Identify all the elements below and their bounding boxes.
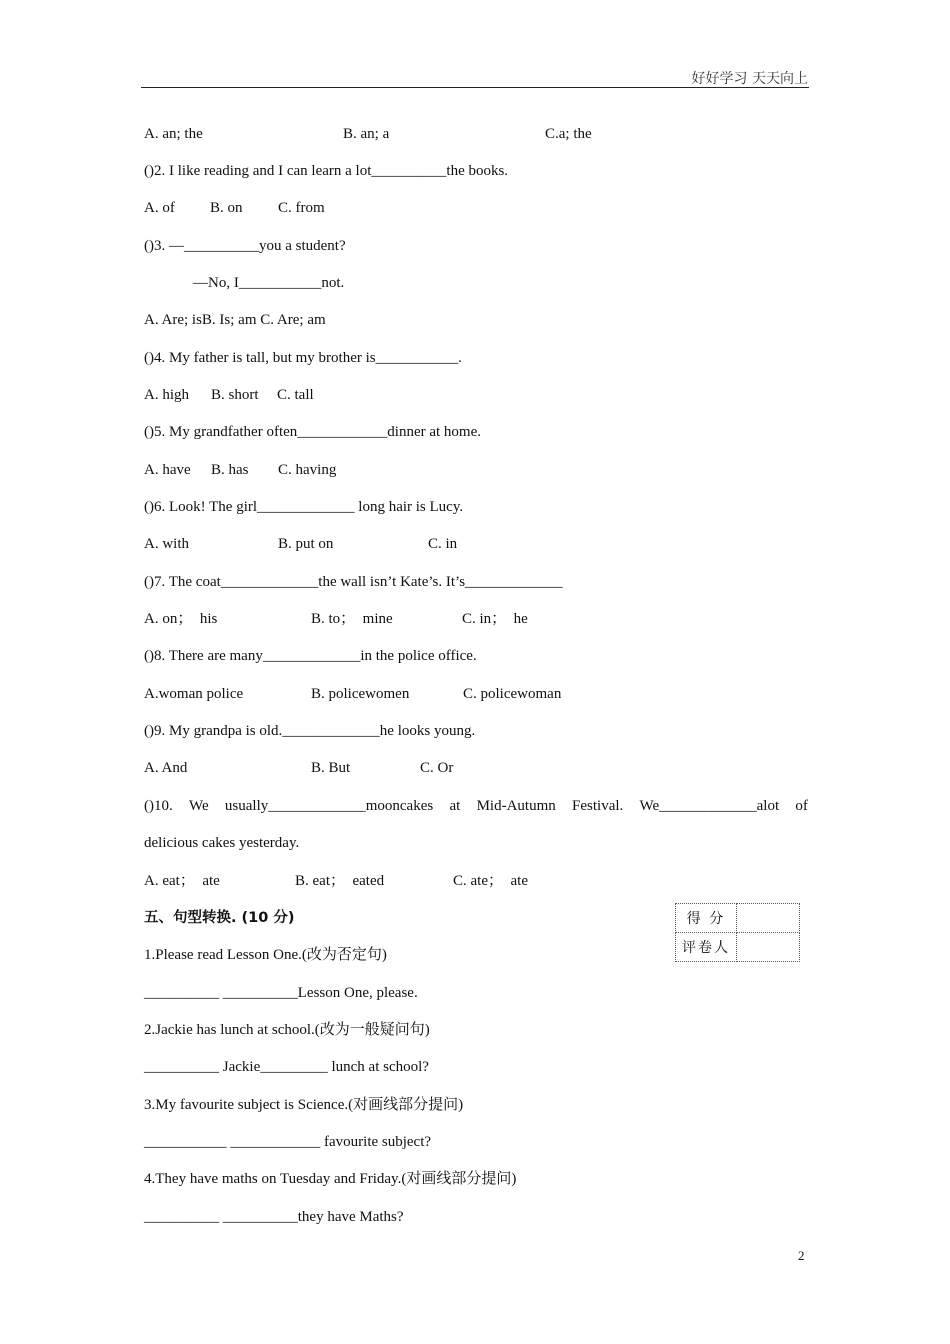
q5-text: ()5. My grandfather often____________dinner at home. bbox=[144, 424, 481, 440]
q10-word: Festival. bbox=[572, 798, 624, 814]
score-label: 得 分 bbox=[676, 904, 737, 933]
s5-q2-text: 2.Jackie has lunch at school.(改为一般疑问句) bbox=[144, 1022, 430, 1038]
s5-q3-text: 3.My favourite subject is Science.(对画线部分提问) bbox=[144, 1097, 464, 1113]
q10-word: of bbox=[795, 798, 808, 814]
q1-option-b: B. an; a bbox=[343, 126, 390, 142]
q3-line1: ()3. —__________you a student? bbox=[144, 238, 346, 254]
q9-option-a: A. And bbox=[144, 760, 188, 776]
q2-text: ()2. I like reading and I can learn a lot__________the books. bbox=[144, 163, 509, 179]
q1-option-a: A. an; the bbox=[144, 126, 203, 142]
q10-option-a: A. eat； ate bbox=[144, 873, 220, 889]
page-number: 2 bbox=[798, 1248, 805, 1263]
q9-text: ()9. My grandpa is old._____________he looks young. bbox=[144, 723, 476, 739]
q9-option-c: C. Or bbox=[420, 760, 454, 776]
q10-word: usually_____________mooncakes bbox=[224, 798, 434, 814]
q6-option-b: B. put on bbox=[278, 536, 334, 552]
grader-label: 评卷人 bbox=[676, 933, 737, 962]
q8-option-a: A.woman police bbox=[144, 686, 244, 702]
q10-word: We bbox=[189, 798, 209, 814]
s5-q1-text: 1.Please read Lesson One.(改为否定句) bbox=[144, 947, 387, 963]
s5-q4-answer: __________ __________they have Maths? bbox=[144, 1209, 404, 1225]
q9-option-b: B. But bbox=[311, 760, 351, 776]
q4-option-c: C. tall bbox=[277, 387, 314, 403]
q6-text: ()6. Look! The girl_____________ long hair is Lucy. bbox=[144, 499, 464, 515]
q4-option-a: A. high bbox=[144, 387, 189, 403]
q6-option-a: A. with bbox=[144, 536, 189, 552]
grader-cell[interactable] bbox=[737, 933, 800, 962]
q3-line2: —No, I___________not. bbox=[193, 275, 345, 291]
q7-text: ()7. The coat_____________the wall isn’t Kate’s. It’s_____________ bbox=[144, 574, 563, 590]
q3-options: A. Are; isB. Is; am C. Are; am bbox=[144, 312, 326, 328]
q1-option-c: C.a; the bbox=[545, 126, 592, 142]
header-divider bbox=[141, 87, 809, 88]
q7-option-c: C. in； he bbox=[462, 611, 528, 627]
q10-word: ()10. bbox=[144, 798, 173, 814]
q2-option-a: A. of bbox=[144, 200, 175, 216]
q8-text: ()8. There are many_____________in the police office. bbox=[144, 648, 477, 664]
q7-option-a: A. on； his bbox=[144, 611, 218, 627]
q5-option-b: B. has bbox=[211, 462, 249, 478]
score-table bbox=[675, 903, 800, 962]
q4-option-b: B. short bbox=[211, 387, 259, 403]
q10-option-b: B. eat； eated bbox=[295, 873, 385, 889]
q2-option-b: B. on bbox=[210, 200, 243, 216]
s5-q1-answer: __________ __________Lesson One, please. bbox=[144, 985, 418, 1001]
s5-q3-answer: ___________ ____________ favourite subject? bbox=[144, 1134, 432, 1150]
q10-line2: delicious cakes yesterday. bbox=[144, 835, 300, 851]
q10-line1 bbox=[144, 796, 808, 816]
q8-option-b: B. policewomen bbox=[311, 686, 410, 702]
q10-word: Mid-Autumn bbox=[476, 798, 556, 814]
q8-option-c: C. policewoman bbox=[463, 686, 562, 702]
section5-title: 五、句型转换. (10 分) bbox=[144, 910, 295, 926]
q7-option-b: B. to； mine bbox=[311, 611, 393, 627]
q6-option-c: C. in bbox=[428, 536, 458, 552]
q5-option-a: A. have bbox=[144, 462, 191, 478]
q10-word: We_____________alot bbox=[639, 798, 780, 814]
s5-q4-text: 4.They have maths on Tuesday and Friday.(对画线部分提问) bbox=[144, 1171, 517, 1187]
score-cell[interactable] bbox=[737, 904, 800, 933]
header-motto: 好好学习 天天向上 bbox=[691, 71, 808, 87]
q10-word: at bbox=[449, 798, 461, 814]
s5-q2-answer: __________ Jackie_________ lunch at school? bbox=[144, 1059, 429, 1075]
q5-option-c: C. having bbox=[278, 462, 337, 478]
q4-text: ()4. My father is tall, but my brother is___________. bbox=[144, 350, 462, 366]
q2-option-c: C. from bbox=[278, 200, 325, 216]
q10-option-c: C. ate； ate bbox=[453, 873, 528, 889]
